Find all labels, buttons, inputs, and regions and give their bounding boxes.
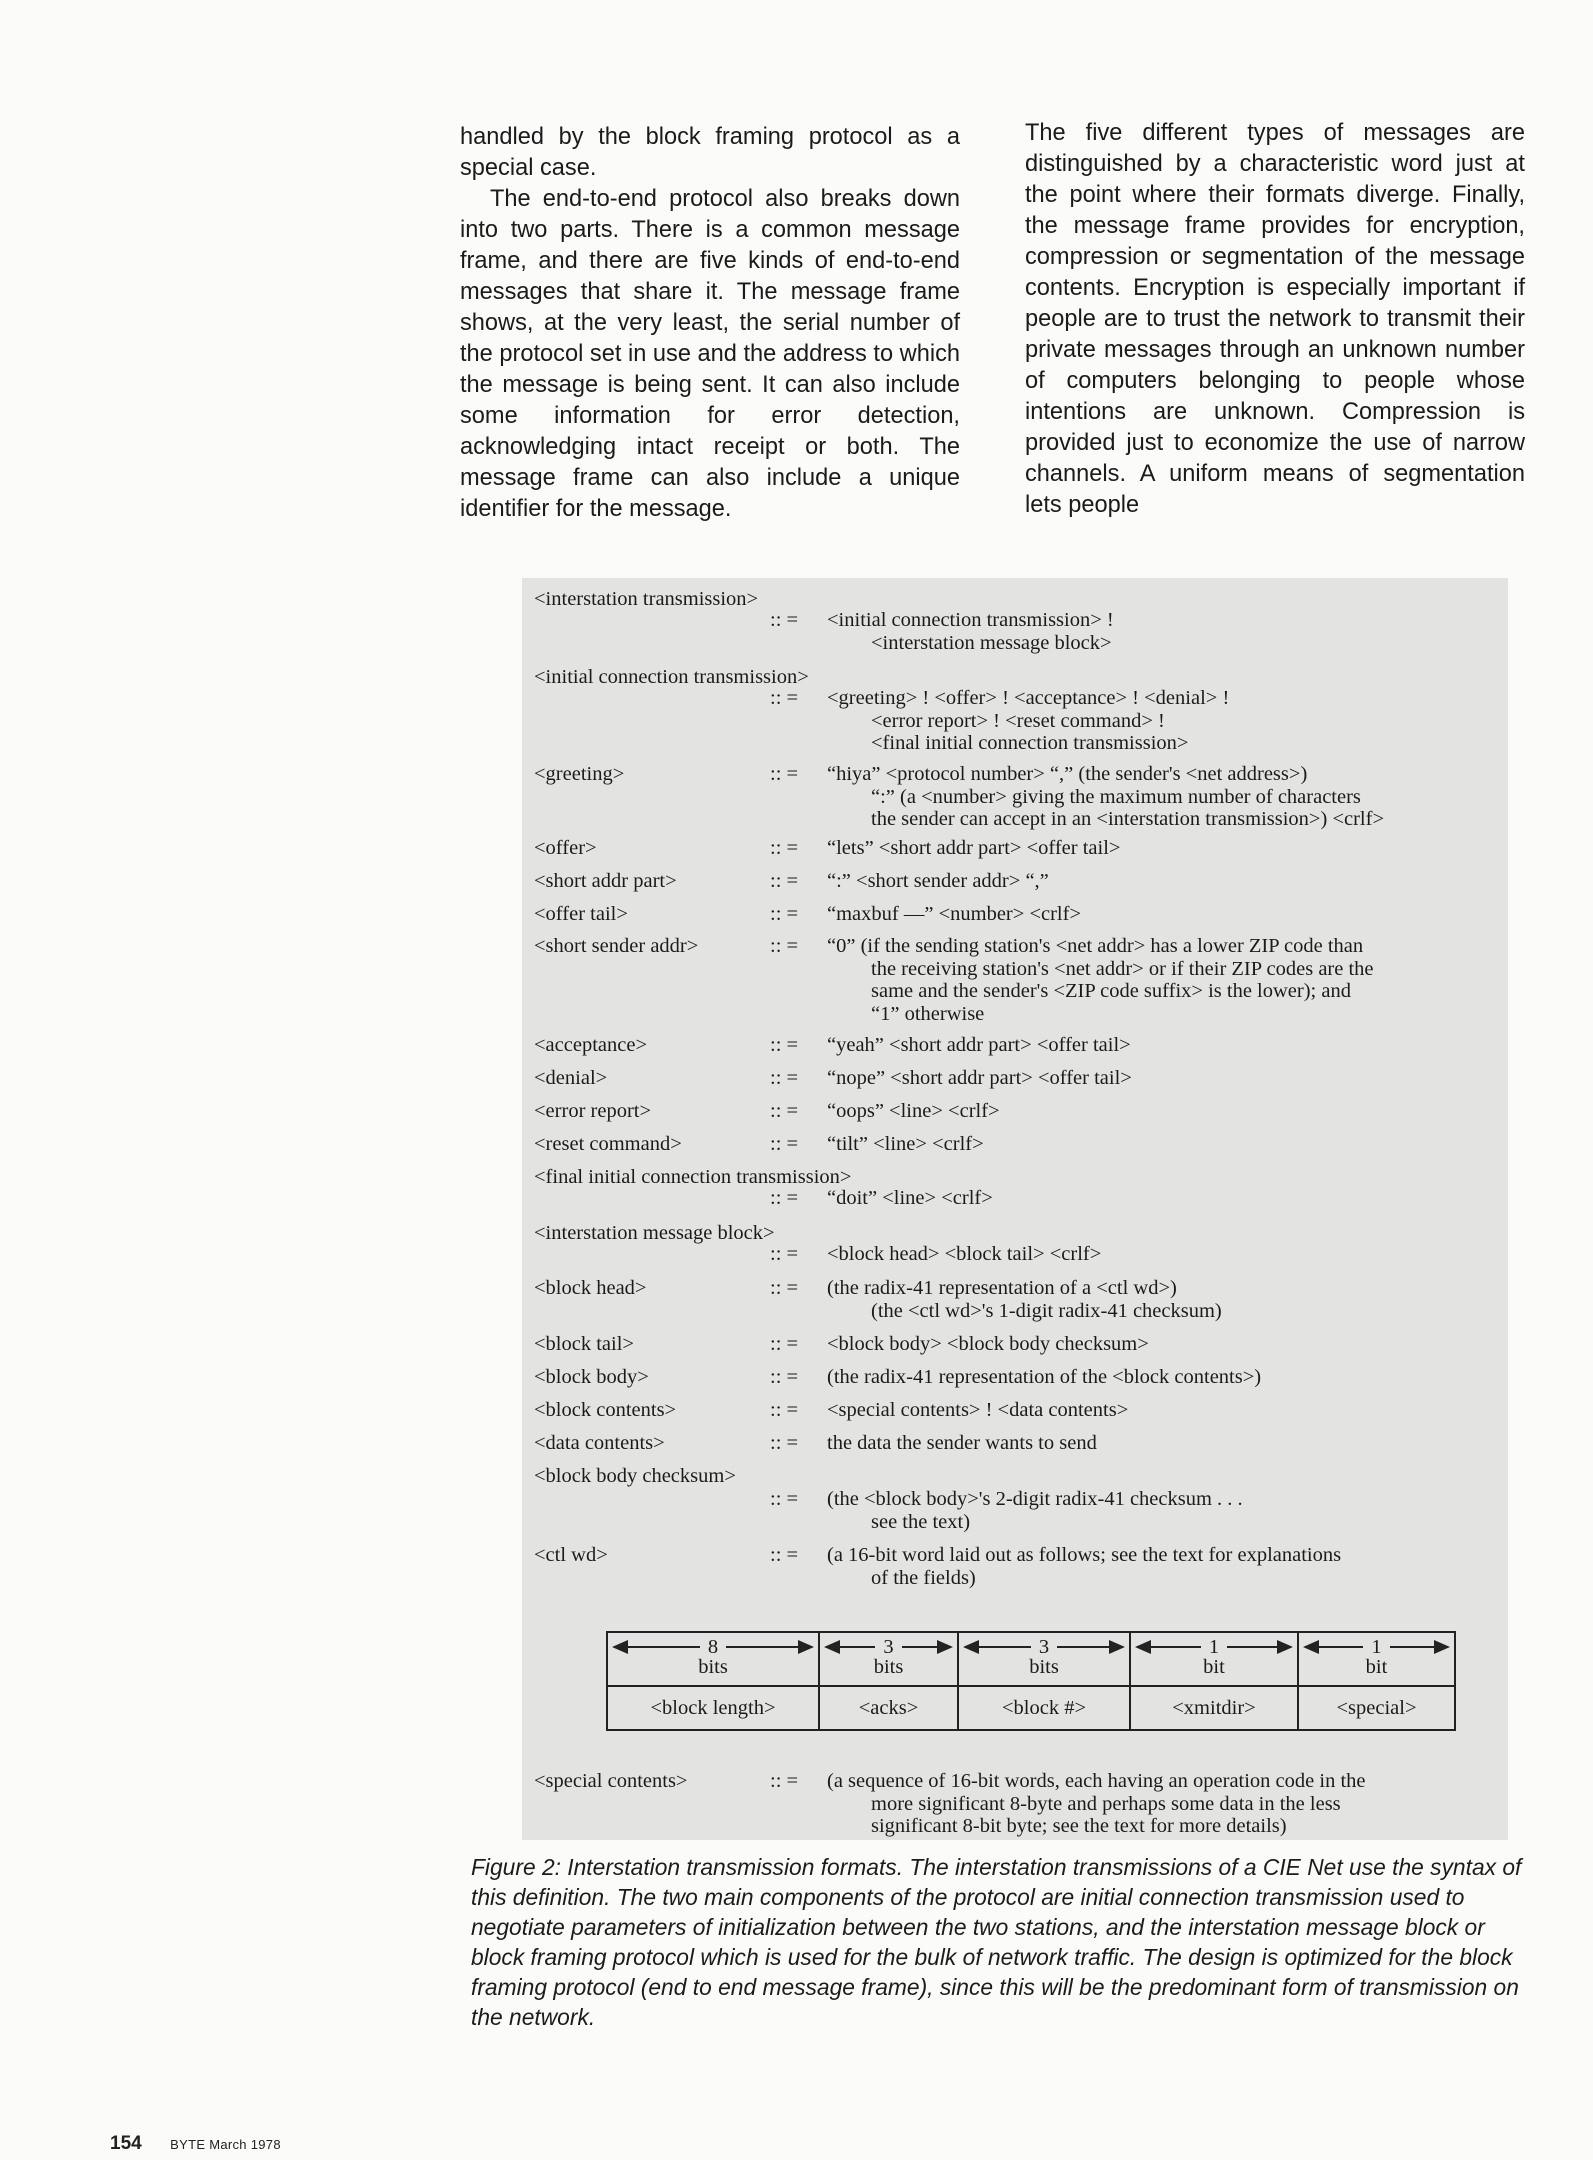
- width-arrow: [826, 1637, 951, 1657]
- rule-operator: :: =: [770, 1366, 799, 1388]
- rule-definition: [827, 1100, 1497, 1123]
- rule-definition: [827, 1034, 1497, 1057]
- rule-definition: [827, 1277, 1497, 1322]
- rule-name: <initial connection transmission>: [534, 666, 809, 688]
- bit-width-cell: [1298, 1632, 1455, 1686]
- rule-operator: :: =: [770, 1067, 799, 1089]
- rule-operator: :: =: [770, 1133, 799, 1155]
- field-name-cell: <block length>: [607, 1686, 819, 1730]
- paragraph: The end-to-end protocol also breaks down into two parts. There is a common message frame, and there are five kinds of end-to-end messages that share it. The message frame shows, at the very least, the serial number of the protocol set in use and the address to which the message is being sent. It can also include some information for error detection, acknowledging intact receipt or both. The message frame can also include a unique identifier for the message.: [460, 186, 960, 522]
- arrow-right-icon: [902, 1646, 951, 1648]
- rule-name: <short sender addr>: [534, 935, 699, 957]
- rule-definition: [827, 763, 1497, 831]
- paragraph: The five different types of messages are distinguished by a characteristic word just at the point where their formats diverge. Finally, the message frame provides for encryption, compression or segmentation of the message contents. Encryption is especially important if people are to trust the network to transmit their private messages through an unknown number of computers belonging to people whose intentions are unknown. Compression is provided just to economize the use of narrow channels. A uniform means of segmentation lets people: [1025, 120, 1525, 518]
- field-name-cell: <special>: [1298, 1686, 1455, 1730]
- bit-unit: bits: [873, 1656, 904, 1678]
- bit-width-cell: [1130, 1632, 1298, 1686]
- rule-definition: [827, 1133, 1497, 1156]
- bit-width-cell: [819, 1632, 958, 1686]
- rule-definition: [827, 1187, 1497, 1210]
- definition-line: (the <block body>'s 2-digit radix-41 checksum . . .: [827, 1488, 1243, 1510]
- rule-operator: :: =: [770, 1770, 799, 1792]
- rule-definition: [827, 609, 1497, 654]
- definition-line: (a 16-bit word laid out as follows; see the text for explanations: [827, 1544, 1342, 1566]
- page-number: 154: [110, 2133, 142, 2154]
- rule-name: <block head>: [534, 1277, 647, 1299]
- bit-unit: bits: [1029, 1656, 1059, 1678]
- bit-width-cell: [607, 1632, 819, 1686]
- definition-line: “oops” <line> <crlf>: [827, 1100, 1000, 1122]
- rule-name: <ctl wd>: [534, 1544, 608, 1566]
- bit-count: 3: [883, 1636, 894, 1658]
- rule-operator: :: =: [770, 687, 799, 709]
- ctl-word-table: [606, 1631, 1456, 1731]
- rule-operator: :: =: [770, 1100, 799, 1122]
- page-footer: [110, 2133, 281, 2155]
- definition-line: of the fields): [871, 1566, 976, 1589]
- rule-operator: :: =: [770, 1277, 799, 1299]
- field-name-cell: <xmitdir>: [1130, 1686, 1298, 1730]
- definition-line: <final initial connection transmission>: [871, 732, 1189, 755]
- definition-line: (the radix-41 representation of a <ctl wd>): [827, 1277, 1177, 1299]
- bit-count: 3: [1038, 1636, 1050, 1658]
- arrow-left-icon: [826, 1646, 875, 1648]
- rule-name: <acceptance>: [534, 1034, 648, 1056]
- rule-operator: :: =: [770, 1488, 799, 1510]
- magazine-issue: BYTE March 1978: [170, 2137, 281, 2152]
- rule-name: <block body checksum>: [534, 1465, 736, 1487]
- definition-line: “nope” <short addr part> <offer tail>: [827, 1067, 1132, 1089]
- article-right-column: [1025, 118, 1525, 521]
- rule-name: <greeting>: [534, 763, 625, 785]
- rule-operator: :: =: [770, 1399, 799, 1421]
- rule-operator: :: =: [770, 609, 799, 631]
- bit-unit: bits: [698, 1656, 728, 1678]
- width-arrow: [1137, 1637, 1291, 1657]
- rule-definition: [827, 903, 1497, 926]
- definition-line: <interstation message block>: [871, 631, 1112, 654]
- definition-line: “:” (a <number> giving the maximum number of characters: [871, 785, 1361, 808]
- definition-line: <error report> ! <reset command> !: [871, 709, 1165, 732]
- rule-definition: [827, 1488, 1497, 1533]
- bit-unit: bit: [1365, 1656, 1388, 1678]
- rule-name: <offer tail>: [534, 903, 628, 925]
- definition-line: <special contents> ! <data contents>: [827, 1399, 1129, 1421]
- rule-definition: [827, 870, 1497, 893]
- arrow-left-icon: [614, 1646, 700, 1648]
- width-arrow: [614, 1637, 812, 1657]
- definition-line: the sender can accept in an <interstation transmission>) <crlf>: [871, 808, 1385, 831]
- definition-line: significant 8-bit byte; see the text for more details): [871, 1815, 1287, 1838]
- rule-operator: :: =: [770, 837, 799, 859]
- rule-definition: [827, 1544, 1497, 1589]
- rule-name: <reset command>: [534, 1133, 682, 1155]
- rule-operator: :: =: [770, 935, 799, 957]
- arrow-right-icon: [1390, 1646, 1448, 1648]
- definition-line: “lets” <short addr part> <offer tail>: [827, 837, 1121, 859]
- field-name-cell: <block #>: [958, 1686, 1130, 1730]
- definition-line: “:” <short sender addr> “,”: [827, 870, 1049, 892]
- bit-count: 1: [1371, 1636, 1382, 1658]
- bit-unit: bit: [1203, 1656, 1225, 1678]
- rule-name: <error report>: [534, 1100, 652, 1122]
- definition-line: “hiya” <protocol number> “,” (the sender's <net address>): [827, 763, 1308, 785]
- bit-count: 1: [1208, 1636, 1220, 1658]
- rule-definition: [827, 1243, 1497, 1266]
- definition-line: <block body> <block body checksum>: [827, 1333, 1149, 1355]
- paragraph: handled by the block framing protocol as a special case.: [460, 124, 960, 181]
- rule-name: <data contents>: [534, 1432, 665, 1454]
- rule-operator: :: =: [770, 1243, 799, 1265]
- width-arrow: [1305, 1637, 1448, 1657]
- definition-line: the data the sender wants to send: [827, 1432, 1097, 1454]
- arrow-left-icon: [1137, 1646, 1201, 1648]
- definition-line: (the radix-41 representation of the <block contents>): [827, 1366, 1262, 1388]
- rule-operator: :: =: [770, 763, 799, 785]
- figure-caption: Figure 2: Interstation transmission formats. The interstation transmissions of a CIE Net use the syntax of this definition. The two main components of the protocol are initial connection transmission used to negotiate parameters of initialization between the two stations, and the interstation message block or block framing protocol which is used for the bulk of network traffic. The design is optimized for the block framing protocol (end to end message frame), since this will be the predominant form of transmission on the network.: [471, 1854, 1522, 2030]
- bit-width-cell: [958, 1632, 1130, 1686]
- arrow-left-icon: [1305, 1646, 1363, 1648]
- rule-definition: [827, 1432, 1497, 1455]
- rule-definition: [827, 935, 1497, 1025]
- definition-line: “doit” <line> <crlf>: [827, 1187, 993, 1209]
- rule-definition: [827, 1366, 1497, 1389]
- syntax-figure: [522, 578, 1508, 1840]
- rule-operator: :: =: [770, 1333, 799, 1355]
- rule-definition: [827, 1067, 1497, 1090]
- rule-name: <short addr part>: [534, 870, 677, 892]
- rule-name: <final initial connection transmission>: [534, 1166, 852, 1188]
- definition-line: (a sequence of 16-bit words, each having an operation code in the: [827, 1770, 1366, 1792]
- rule-operator: :: =: [770, 903, 799, 925]
- definition-line: “0” (if the sending station's <net addr> has a lower ZIP code than: [827, 935, 1364, 957]
- bit-count: 8: [707, 1636, 719, 1658]
- definition-line: <block head> <block tail> <crlf>: [827, 1243, 1102, 1265]
- ctl-width-row: [607, 1632, 1455, 1686]
- rule-name: <offer>: [534, 837, 597, 859]
- arrow-right-icon: [726, 1646, 812, 1648]
- definition-line: “maxbuf —” <number> <crlf>: [827, 903, 1082, 925]
- definition-line: <greeting> ! <offer> ! <acceptance> ! <denial> !: [827, 687, 1230, 709]
- definition-line: (the <ctl wd>'s 1-digit radix-41 checksum): [871, 1299, 1222, 1322]
- rule-name: <block contents>: [534, 1399, 677, 1421]
- arrow-right-icon: [1057, 1646, 1123, 1648]
- rule-name: <block body>: [534, 1366, 649, 1388]
- rule-operator: :: =: [770, 1544, 799, 1566]
- rule-name: <interstation transmission>: [534, 588, 759, 610]
- rule-definition: [827, 1399, 1497, 1422]
- rule-name: <special contents>: [534, 1770, 688, 1792]
- rule-operator: :: =: [770, 1034, 799, 1056]
- rule-definition: [827, 1770, 1497, 1838]
- ctl-field-row: [607, 1686, 1455, 1730]
- rule-name: <denial>: [534, 1067, 608, 1089]
- definition-line: “yeah” <short addr part> <offer tail>: [827, 1034, 1131, 1056]
- definition-line: “tilt” <line> <crlf>: [827, 1133, 984, 1155]
- definition-line: more significant 8-byte and perhaps some data in the less: [871, 1792, 1341, 1815]
- width-arrow: [965, 1637, 1123, 1657]
- rule-name: <interstation message block>: [534, 1222, 775, 1244]
- rule-operator: :: =: [770, 870, 799, 892]
- rule-definition: [827, 687, 1497, 755]
- definition-line: <initial connection transmission> !: [827, 609, 1114, 631]
- rule-definition: [827, 1333, 1497, 1356]
- arrow-left-icon: [965, 1646, 1031, 1648]
- rule-operator: :: =: [770, 1432, 799, 1454]
- field-name-cell: <acks>: [819, 1686, 958, 1730]
- rule-operator: :: =: [770, 1187, 799, 1209]
- definition-line: “1” otherwise: [871, 1002, 985, 1025]
- rule-definition: [827, 837, 1497, 860]
- arrow-right-icon: [1227, 1646, 1291, 1648]
- rule-name: <block tail>: [534, 1333, 634, 1355]
- article-left-column: [460, 122, 960, 525]
- definition-line: the receiving station's <net addr> or if their ZIP codes are the: [871, 957, 1374, 980]
- definition-line: same and the sender's <ZIP code suffix> is the lower); and: [871, 980, 1351, 1003]
- definition-line: see the text): [871, 1510, 971, 1533]
